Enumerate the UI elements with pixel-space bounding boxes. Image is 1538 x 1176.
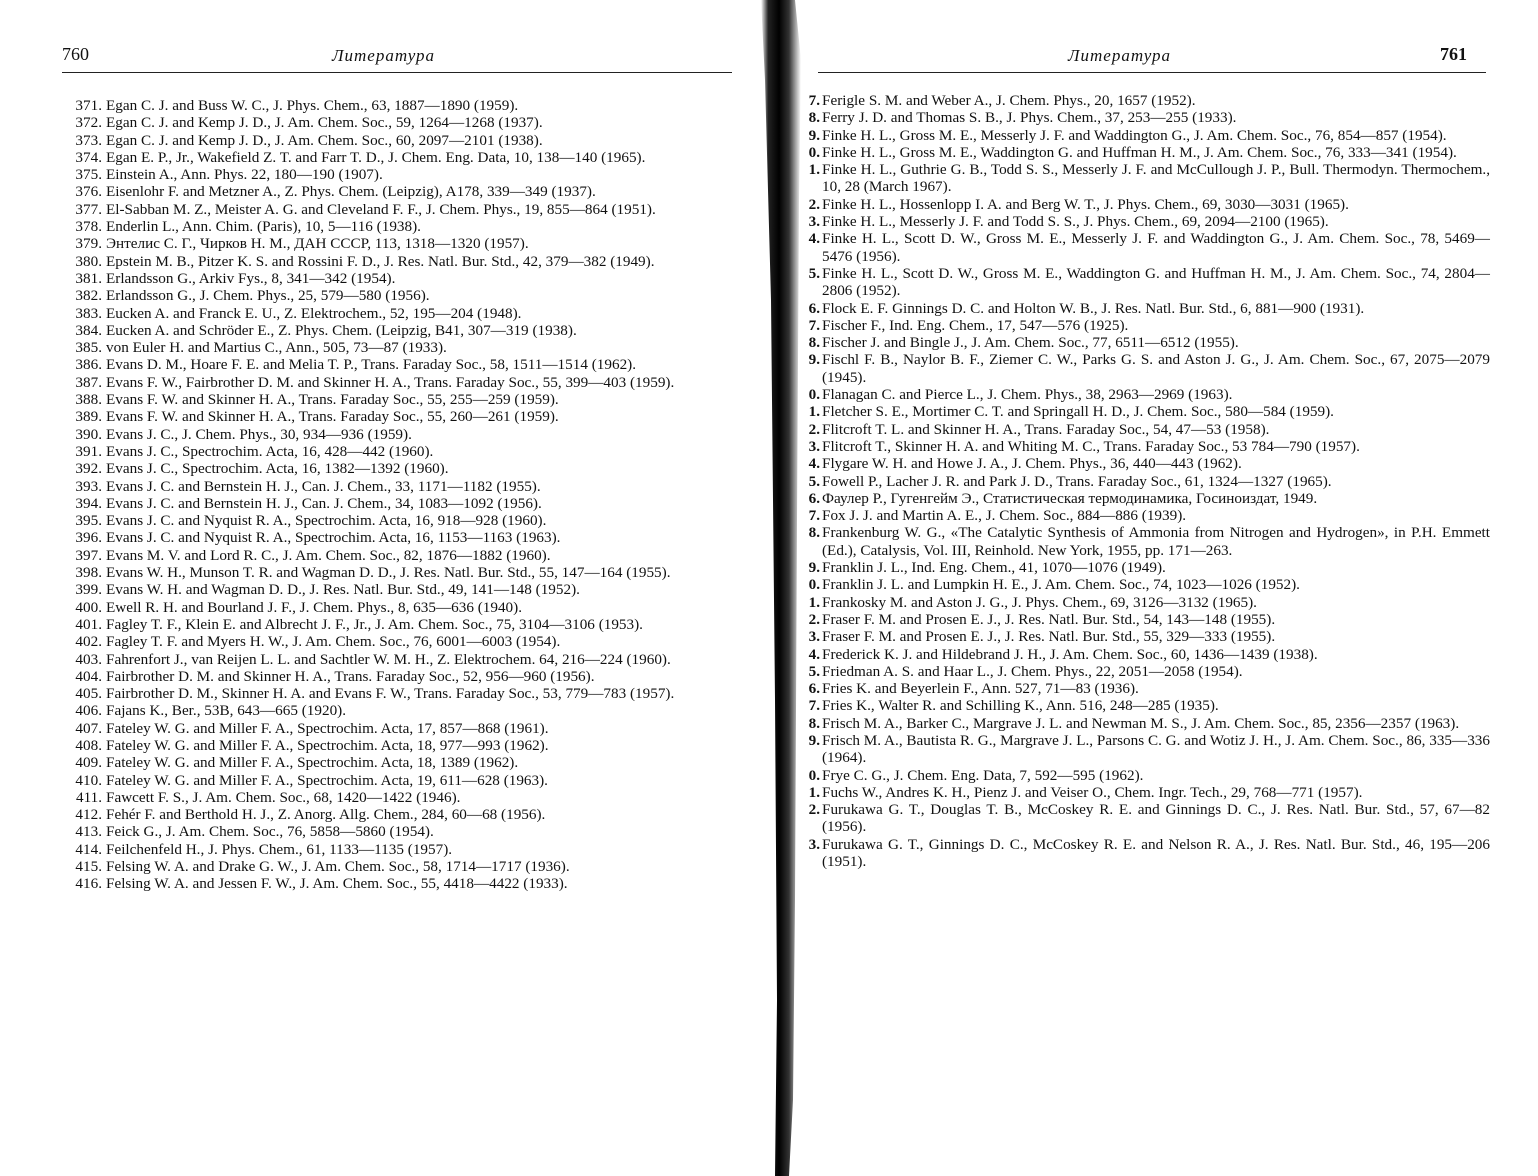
right-header-rule [818,72,1486,73]
reference-number: 7. [808,697,820,715]
reference-entry [56,114,740,131]
reference-entry [56,806,740,823]
reference-number: 411. [75,788,102,806]
reference-number: 404. [75,667,102,685]
reference-number: 2. [808,420,820,438]
reference-entry [800,196,1490,213]
reference-entry [800,663,1490,680]
reference-number: 6. [808,680,820,698]
reference-number: 412. [75,806,102,824]
reference-text: Fletcher S. E., Mortimer C. T. and Springall H. D., J. Chem. Soc., 580—584 (1959). [822,403,1334,421]
reference-number: 402. [75,633,102,651]
reference-entry [56,668,740,685]
left-header-rule [62,72,732,73]
reference-entry [56,235,740,252]
reference-entry [800,628,1490,645]
reference-text: Erlandsson G., J. Chem. Phys., 25, 579—580 (1956). [106,287,430,305]
reference-text: Franklin J. L. and Lumpkin H. E., J. Am. Chem. Soc., 74, 1023—1026 (1952). [822,576,1300,594]
reference-number: 400. [75,598,102,616]
reference-text: Felsing W. A. and Drake G. W., J. Am. Chem. Soc., 58, 1714—1717 (1936). [106,858,570,876]
reference-text: Fajans K., Ber., 53B, 643—665 (1920). [106,702,347,720]
reference-entry [800,680,1490,697]
reference-number: 9. [808,351,820,369]
reference-text: Flitcroft T., Skinner H. A. and Whiting M. C., Trans. Faraday Soc., 53 784—790 (1957). [822,437,1360,455]
reference-text: Fahrenfort J., van Reijen L. L. and Sachtler W. M. H., Z. Elektrochem. 64, 216—224 (1960). [106,650,671,668]
reference-text: Evans J. C., J. Chem. Phys., 30, 934—936 (1959). [106,425,412,443]
reference-entry [56,772,740,789]
reference-number: 5. [808,264,820,282]
reference-text: Ewell R. H. and Bourland J. F., J. Chem. Phys., 8, 635—636 (1940). [106,598,523,616]
reference-number: 371. [75,97,102,114]
reference-text: Frederick K. J. and Hildebrand J. H., J. Am. Chem. Soc., 60, 1436—1439 (1938). [822,645,1318,663]
reference-text: Fehér F. and Berthold H. J., Z. Anorg. Allg. Chem., 284, 60—68 (1956). [106,806,546,824]
reference-entry [800,317,1490,334]
reference-entry [800,230,1490,265]
reference-text: Frisch M. A., Bautista R. G., Margrave J. L., Parsons C. G. and Wotiz J. H., J. Am. Chem. Soc., 86, 335—336 (1964). [822,731,1490,767]
reference-number: 3. [808,437,820,455]
reference-number: 8. [808,109,820,127]
reference-entry [56,841,740,858]
reference-number: 2. [808,610,820,628]
reference-entry [800,213,1490,230]
reference-number: 4. [808,645,820,663]
reference-entry [56,253,740,270]
reference-number: 0. [808,576,820,594]
reference-entry [56,218,740,235]
reference-number: 0. [808,143,820,161]
reference-number: 1. [808,403,820,421]
reference-text: Fagley T. F. and Myers H. W., J. Am. Chem. Soc., 76, 6001—6003 (1954). [106,633,561,651]
reference-text: Ferry J. D. and Thomas S. B., J. Phys. Chem., 37, 253—255 (1933). [822,109,1237,127]
reference-number: 2. [808,801,820,819]
reference-entry [56,166,740,183]
reference-number: 5. [808,472,820,490]
reference-text: Flitcroft T. L. and Skinner H. A., Trans. Faraday Soc., 54, 47—53 (1958). [822,420,1270,438]
reference-text: Flock E. F. Ginnings D. C. and Holton W. B., J. Res. Natl. Bur. Std., 6, 881—900 (1931). [822,299,1365,317]
reference-entry [56,478,740,495]
reference-text: Evans M. V. and Lord R. C., J. Am. Chem. Soc., 82, 1876—1882 (1960). [106,546,551,564]
reference-number: 387. [75,373,102,391]
reference-entry [800,386,1490,403]
reference-text: Finke H. L., Scott D. W., Gross M. E., Waddington G. and Huffman H. M., J. Am. Chem. Soc., 74, 2804—2806 (1952). [822,264,1490,300]
reference-number: 375. [75,166,102,184]
reference-number: 393. [75,477,102,495]
reference-entry [56,875,740,892]
reference-entry [800,421,1490,438]
left-running-title: Литература [332,46,436,65]
reference-entry [800,455,1490,472]
reference-text: Evans F. W., Fairbrother D. M. and Skinner H. A., Trans. Faraday Soc., 55, 399—403 (1959). [106,373,675,391]
reference-text: Egan C. J. and Kemp J. D., J. Am. Chem. Soc., 60, 2097—2101 (1938). [106,131,543,149]
reference-entry [800,611,1490,628]
reference-entry [800,161,1490,196]
reference-text: Fateley W. G. and Miller F. A., Spectrochim. Acta, 17, 857—868 (1961). [106,719,549,737]
reference-number: 396. [75,529,102,547]
reference-text: Fuchs W., Andres K. H., Pienz J. and Veiser O., Chem. Ingr. Tech., 29, 768—771 (1957). [822,783,1363,801]
reference-number: 410. [75,771,102,789]
reference-text: Frisch M. A., Barker C., Margrave J. L. and Newman M. S., J. Am. Chem. Soc., 85, 2356—2357 (1963). [822,714,1460,732]
reference-entry [56,183,740,200]
reference-number: 407. [75,719,102,737]
reference-text: Fateley W. G. and Miller F. A., Spectrochim. Acta, 18, 977—993 (1962). [106,736,549,754]
reference-text: Flanagan C. and Pierce L., J. Chem. Phys., 38, 2963—2969 (1963). [822,386,1233,404]
reference-entry [56,512,740,529]
reference-entry [56,495,740,512]
reference-text: Энтелис С. Г., Чирков Н. М., ДАН СССР, 113, 1318—1320 (1957). [106,235,529,253]
reference-text: Furukawa G. T., Douglas T. B., McCoskey R. E. and Ginnings D. C., J. Res. Natl. Bur. Std., 57, 67—82 (1956). [822,801,1490,836]
reference-text: Fawcett F. S., J. Am. Chem. Soc., 68, 1420—1422 (1946). [106,788,461,806]
reference-number: 385. [75,339,102,357]
reference-number: 391. [75,442,102,460]
reference-number: 380. [75,252,102,270]
reference-text: Fries K., Walter R. and Schilling K., Ann. 516, 248—285 (1935). [822,697,1219,715]
reference-entry [56,633,740,650]
reference-text: Fischer F., Ind. Eng. Chem., 17, 547—576 (1925). [822,316,1129,334]
reference-text: Egan C. J. and Buss W. C., J. Phys. Chem., 63, 1887—1890 (1959). [106,97,519,114]
reference-text: Franklin J. L., Ind. Eng. Chem., 41, 1070—1076 (1949). [822,559,1166,577]
reference-entry [56,564,740,581]
reference-entry [56,270,740,287]
reference-text: Fairbrother D. M. and Skinner H. A., Trans. Faraday Soc., 52, 956—960 (1956). [106,667,595,685]
reference-number: 3. [808,835,820,853]
reference-entry [56,132,740,149]
reference-entry [800,559,1490,576]
reference-text: Evans J. C. and Bernstein H. J., Can. J. Chem., 34, 1083—1092 (1956). [106,494,542,512]
reference-entry [800,524,1490,559]
reference-text: Fateley W. G. and Miller F. A., Spectrochim. Acta, 19, 611—628 (1963). [106,771,548,789]
reference-number: 388. [75,391,102,409]
reference-entry [56,737,740,754]
reference-text: Frankosky M. and Aston J. G., J. Phys. Chem., 69, 3126—3132 (1965). [822,593,1257,611]
reference-text: Finke H. L., Gross M. E., Messerly J. F. and Waddington G., J. Am. Chem. Soc., 76, 854—857 (1954). [822,126,1447,144]
reference-entry [800,715,1490,732]
right-page [800,0,1538,1176]
reference-text: Erlandsson G., Arkiv Fys., 8, 341—342 (1954). [106,269,396,287]
reference-text: von Euler H. and Martius C., Ann., 505, 73—87 (1933). [106,339,447,357]
reference-number: 9. [808,559,820,577]
reference-text: Felsing W. A. and Jessen F. W., J. Am. Chem. Soc., 55, 4418—4422 (1933). [106,875,568,893]
reference-text: Evans J. C. and Bernstein H. J., Can. J. Chem., 33, 1171—1182 (1955). [106,477,541,495]
reference-number: 416. [75,875,102,893]
reference-number: 9. [808,731,820,749]
reference-number: 6. [808,299,820,317]
left-page [0,0,762,1176]
reference-number: 8. [808,524,820,542]
reference-text: Fischer J. and Bingle J., J. Am. Chem. Soc., 77, 6511—6512 (1955). [822,334,1239,352]
reference-number: 3. [808,628,820,646]
reference-text: Fox J. J. and Martin A. E., J. Chem. Soc., 884—886 (1939). [822,507,1187,525]
reference-entry [800,403,1490,420]
reference-entry [56,322,740,339]
reference-text: Eucken A. and Franck E. U., Z. Elektrochem., 52, 195—204 (1948). [106,304,522,322]
reference-entry [800,92,1490,109]
reference-text: Einstein A., Ann. Phys. 22, 180—190 (1907). [106,166,383,184]
reference-number: 376. [75,183,102,201]
reference-entry [800,767,1490,784]
reference-entry [800,300,1490,317]
reference-entry [56,305,740,322]
reference-text: Frye C. G., J. Chem. Eng. Data, 7, 592—595 (1962). [822,766,1144,784]
reference-text: Feick G., J. Am. Chem. Soc., 76, 5858—5860 (1954). [106,823,434,841]
reference-number: 384. [75,321,102,339]
left-page-number: 760 [62,44,89,64]
reference-number: 389. [75,408,102,426]
reference-text: Fraser F. M. and Prosen E. J., J. Res. Natl. Bur. Std., 55, 329—333 (1955). [822,628,1276,646]
reference-number: 401. [75,615,102,633]
reference-entry [56,149,740,166]
right-reference-list [800,92,1490,870]
reference-number: 399. [75,581,102,599]
reference-entry [56,754,740,771]
reference-text: Fowell P., Lacher J. R. and Park J. D., Trans. Faraday Soc., 61, 1324—1327 (1965). [822,472,1332,490]
reference-number: 8. [808,714,820,732]
reference-entry [56,460,740,477]
reference-number: 0. [808,386,820,404]
reference-text: Evans J. C. and Nyquist R. A., Spectrochim. Acta, 16, 918—928 (1960). [106,512,547,530]
reference-entry [56,685,740,702]
reference-number: 372. [75,114,102,132]
reference-number: 378. [75,218,102,236]
reference-number: 398. [75,564,102,582]
reference-number: 3. [808,213,820,231]
reference-text: Evans D. M., Hoare F. E. and Melia T. P., Trans. Faraday Soc., 58, 1511—1514 (1962). [106,356,637,374]
reference-number: 379. [75,235,102,253]
reference-number: 406. [75,702,102,720]
reference-text: Fries K. and Beyerlein F., Ann. 527, 71—83 (1936). [822,680,1139,698]
reference-text: Evans F. W. and Skinner H. A., Trans. Faraday Soc., 55, 255—259 (1959). [106,391,559,409]
reference-entry [800,334,1490,351]
reference-number: 8. [808,334,820,352]
reference-text: Finke H. L., Guthrie G. B., Todd S. S., Messerly J. F. and McCullough J. P., Bull. Thermodyn. Thermochem., 10, 28 (March 1967). [822,161,1490,196]
reference-text: Фаулер Р., Гугенгейм Э., Статистическая термодинамика, Госиноиздат, 1949. [822,489,1318,507]
reference-number: 409. [75,754,102,772]
reference-number: 1. [808,783,820,801]
reference-number: 415. [75,858,102,876]
reference-entry [800,784,1490,801]
reference-entry [800,127,1490,144]
reference-text: Fraser F. M. and Prosen E. J., J. Res. Natl. Bur. Std., 54, 143—148 (1955). [822,610,1276,628]
reference-text: Evans W. H., Munson T. R. and Wagman D. D., J. Res. Natl. Bur. Std., 55, 147—164 (1955). [106,564,671,582]
reference-number: 413. [75,823,102,841]
reference-number: 9. [808,126,820,144]
reference-text: Finke H. L., Scott D. W., Gross M. E., Messerly J. F. and Waddington G., J. Am. Chem. Soc., 78, 5469—5476 (1956). [822,230,1490,265]
reference-entry [56,339,740,356]
reference-number: 5. [808,662,820,680]
reference-entry [56,426,740,443]
reference-text: Evans J. C., Spectrochim. Acta, 16, 428—442 (1960). [106,442,434,460]
reference-number: 2. [808,195,820,213]
reference-text: Fagley T. F., Klein E. and Albrecht J. F., Jr., J. Am. Chem. Soc., 75, 3104—3106 (1953). [106,615,643,633]
reference-number: 1. [808,161,820,179]
reference-text: Evans F. W. and Skinner H. A., Trans. Faraday Soc., 55, 260—261 (1959). [106,408,559,426]
reference-text: Egan E. P., Jr., Wakefield Z. T. and Farr T. D., J. Chem. Eng. Data, 10, 138—140 (1965). [106,148,646,166]
reference-text: Evans W. H. and Wagman D. D., J. Res. Natl. Bur. Std., 49, 141—148 (1952). [106,581,580,599]
right-running-title: Литература [1068,46,1172,65]
reference-entry [56,97,740,114]
reference-number: 7. [808,316,820,334]
reference-entry [56,356,740,373]
reference-entry [800,490,1490,507]
reference-entry [56,581,740,598]
right-page-number: 761 [1440,44,1467,64]
reference-text: Epstein M. B., Pitzer K. S. and Rossini F. D., J. Res. Natl. Bur. Std., 42, 379—382 (1949). [106,252,655,270]
reference-entry [56,858,740,875]
reference-text: El-Sabban M. Z., Meister A. G. and Cleveland F. F., J. Chem. Phys., 19, 855—864 (1951). [106,200,656,218]
reference-text: Finke H. L., Messerly J. F. and Todd S. S., J. Phys. Chem., 69, 2094—2100 (1965). [822,213,1329,231]
reference-number: 7. [808,92,820,109]
reference-entry [56,287,740,304]
reference-text: Finke H. L., Gross M. E., Waddington G. and Huffman H. M., J. Am. Chem. Soc., 76, 333—341 (1954). [822,143,1457,161]
reference-text: Eucken A. and Schröder E., Z. Phys. Chem. (Leipzig, B41, 307—319 (1938). [106,321,577,339]
reference-entry [56,201,740,218]
reference-number: 414. [75,840,102,858]
reference-text: Evans J. C. and Nyquist R. A., Spectrochim. Acta, 16, 1153—1163 (1963). [106,529,561,547]
reference-entry [800,697,1490,714]
reference-number: 395. [75,512,102,530]
reference-number: 1. [808,593,820,611]
reference-number: 381. [75,269,102,287]
reference-number: 373. [75,131,102,149]
reference-entry [56,720,740,737]
reference-number: 382. [75,287,102,305]
reference-entry [800,438,1490,455]
reference-entry [56,391,740,408]
reference-entry [800,473,1490,490]
reference-number: 405. [75,685,102,703]
reference-entry [56,702,740,719]
reference-text: Fateley W. G. and Miller F. A., Spectrochim. Acta, 18, 1389 (1962). [106,754,519,772]
reference-number: 0. [808,766,820,784]
reference-entry [800,144,1490,161]
reference-entry [56,823,740,840]
reference-text: Egan C. J. and Kemp J. D., J. Am. Chem. Soc., 59, 1264—1268 (1937). [106,114,543,132]
reference-text: Flygare W. H. and Howe J. A., J. Chem. Phys., 36, 440—443 (1962). [822,455,1242,473]
reference-text: Friedman A. S. and Haar L., J. Chem. Phys., 22, 2051—2058 (1954). [822,662,1243,680]
reference-entry [56,547,740,564]
reference-entry [800,732,1490,767]
reference-text: Furukawa G. T., Ginnings D. C., McCoskey R. E. and Nelson R. A., J. Res. Natl. Bur. Std., 46, 195—206 (1951). [822,835,1490,871]
reference-text: Evans J. C., Spectrochim. Acta, 16, 1382—1392 (1960). [106,460,449,478]
reference-entry [800,351,1490,386]
reference-text: Fischl F. B., Naylor B. F., Ziemer C. W., Parks G. S. and Aston J. G., J. Am. Chem. Soc., 67, 2075—2079 (1945). [822,351,1490,386]
reference-number: 4. [808,230,820,248]
reference-entry [800,507,1490,524]
reference-number: 377. [75,200,102,218]
left-reference-list [56,97,740,893]
reference-text: Feilchenfeld H., J. Phys. Chem., 61, 1133—1135 (1957). [106,840,453,858]
reference-entry [56,789,740,806]
reference-text: Finke H. L., Hossenlopp I. A. and Berg W. T., J. Phys. Chem., 69, 3030—3031 (1965). [822,195,1349,213]
reference-number: 4. [808,455,820,473]
reference-entry [56,408,740,425]
reference-entry [800,109,1490,126]
reference-entry [56,599,740,616]
reference-entry [56,651,740,668]
reference-number: 397. [75,546,102,564]
reference-number: 374. [75,148,102,166]
reference-number: 390. [75,425,102,443]
reference-number: 408. [75,736,102,754]
reference-number: 6. [808,489,820,507]
reference-entry [56,374,740,391]
reference-number: 403. [75,650,102,668]
reference-entry [56,443,740,460]
reference-number: 383. [75,304,102,322]
reference-text: Ferigle S. M. and Weber A., J. Chem. Phys., 20, 1657 (1952). [822,92,1196,109]
reference-text: Frankenburg W. G., «The Catalytic Synthesis of Ammonia from Nitrogen and Hydrogen», in P.H. Emmett (Ed.), Catalysis, Vol. III, Reinhold. New York, 1955, pp. 171—263. [822,524,1490,559]
reference-entry [56,529,740,546]
reference-text: Eisenlohr F. and Metzner A., Z. Phys. Chem. (Leipzig), A178, 339—349 (1937). [106,183,596,201]
reference-text: Fairbrother D. M., Skinner H. A. and Evans F. W., Trans. Faraday Soc., 53, 779—783 (1957). [106,685,675,703]
reference-number: 386. [75,356,102,374]
reference-number: 394. [75,494,102,512]
reference-entry [800,801,1490,836]
reference-number: 7. [808,507,820,525]
reference-entry [56,616,740,633]
reference-number: 392. [75,460,102,478]
reference-text: Enderlin L., Ann. Chim. (Paris), 10, 5—116 (1938). [106,218,421,236]
reference-entry [800,594,1490,611]
reference-entry [800,265,1490,300]
reference-entry [800,576,1490,593]
reference-entry [800,646,1490,663]
reference-entry [800,836,1490,871]
